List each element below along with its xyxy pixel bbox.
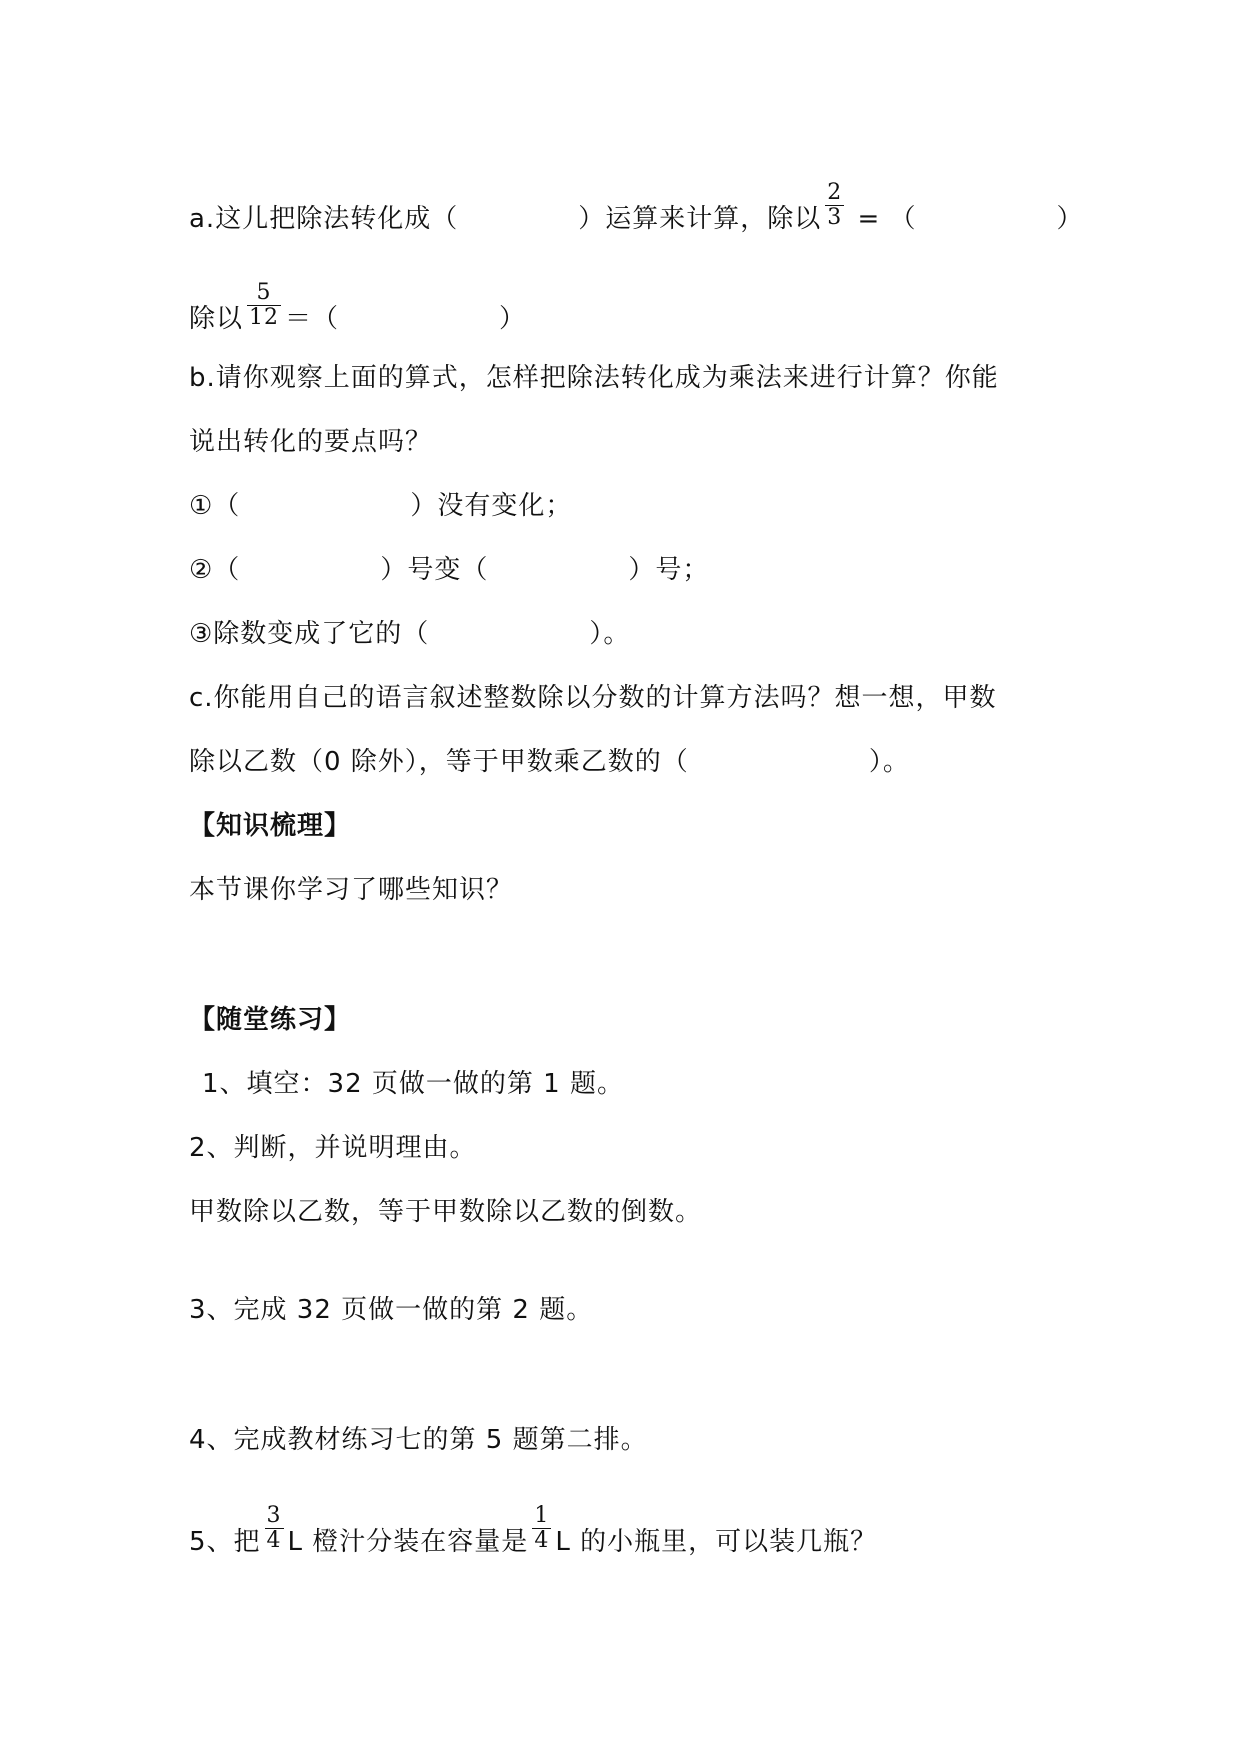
fraction-denominator: 4 — [266, 1528, 282, 1553]
question-a2-prefix: 除以 — [189, 304, 244, 334]
question-a2-line — [189, 280, 527, 344]
fraction-numerator: 2 — [827, 180, 843, 205]
exercise-3: 3、完成 32 页做一做的第 2 题。 — [189, 1295, 594, 1325]
point-1-line — [189, 486, 572, 526]
fraction-two-thirds — [825, 181, 844, 230]
point-1-end: ）没有变化； — [410, 491, 573, 521]
exercise-5-mid: L 橙汁分装在容量是 — [287, 1527, 529, 1557]
question-b-line1: b.请你观察上面的算式，怎样把除法转化成为乘法来进行计算？你能 — [189, 363, 999, 393]
practice-heading: 【随堂练习】 — [189, 1005, 352, 1035]
question-c-line2 — [189, 742, 910, 782]
point-2-end: ）号； — [628, 555, 710, 585]
fraction-denominator: 4 — [534, 1528, 550, 1553]
question-a2-end: ） — [499, 304, 527, 334]
question-c-end: ）。 — [868, 747, 910, 777]
fraction-numerator: 5 — [256, 280, 272, 305]
fraction-one-quarter — [532, 1504, 551, 1553]
fraction-numerator: 1 — [534, 1503, 550, 1528]
point-3-end: ）。 — [589, 619, 631, 649]
point-3-prefix: ③除数变成了它的（ — [189, 619, 430, 649]
question-a-eq: = （ — [848, 204, 917, 234]
exercise-5 — [189, 1503, 878, 1567]
point-1-prefix: ①（ — [189, 491, 241, 521]
exercise-5-prefix: 5、把 — [189, 1527, 261, 1557]
fraction-three-quarters — [265, 1504, 284, 1553]
fraction-denominator: 12 — [249, 305, 280, 330]
exercise-2: 2、判断，并说明理由。 — [189, 1133, 477, 1163]
question-c-prefix: 除以乙数（0 除外），等于甲数乘乙数的（ — [189, 747, 689, 777]
question-a2-eq: ＝（ — [285, 304, 340, 334]
point-2-line — [189, 550, 709, 590]
fraction-five-twelfths — [247, 281, 281, 330]
question-b-line2: 说出转化的要点吗？ — [189, 427, 433, 457]
question-a-line — [189, 180, 1084, 244]
question-c-line1: c.你能用自己的语言叙述整数除以分数的计算方法吗？想一想，甲数 — [189, 683, 997, 713]
exercise-1: 1、填空：32 页做一做的第 1 题。 — [202, 1069, 624, 1099]
point-2-prefix: ②（ — [189, 555, 241, 585]
point-2-mid: ）号变（ — [380, 555, 489, 585]
question-a-prefix: a.这儿把除法转化成（ — [189, 204, 459, 234]
exercise-4: 4、完成教材练习七的第 5 题第二排。 — [189, 1425, 648, 1455]
exercise-5-end: L 的小瓶里，可以装几瓶？ — [555, 1527, 878, 1557]
question-a-end: ） — [1056, 204, 1084, 234]
exercise-2-statement: 甲数除以乙数，等于甲数除以乙数的倒数。 — [189, 1197, 703, 1227]
knowledge-heading: 【知识梳理】 — [189, 811, 352, 841]
knowledge-question: 本节课你学习了哪些知识？ — [189, 875, 514, 905]
fraction-denominator: 3 — [827, 205, 843, 230]
question-a-mid: ）运算来计算，除以 — [578, 204, 822, 234]
fraction-numerator: 3 — [266, 1503, 282, 1528]
point-3-line — [189, 614, 630, 654]
